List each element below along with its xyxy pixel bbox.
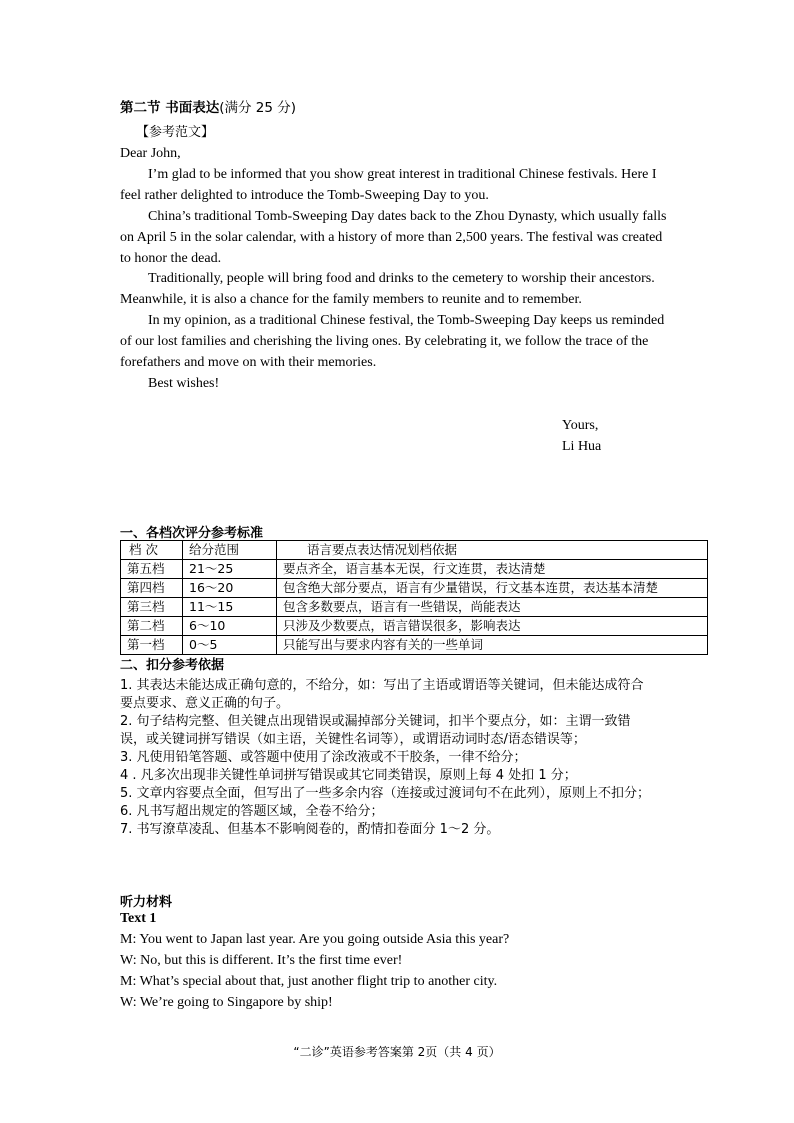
deduction-line: 误，或关键词拼写错误（如主语，关键性名词等），或谓语动词时态/语态错误等； [120, 732, 586, 747]
rubric-cell: 第五档 [121, 560, 183, 579]
rubric-cell: 6～10 [183, 617, 277, 636]
deduction-line: 7. 书写潦草凌乱、但基本不影响阅卷的，酌情扣卷面分 1～2 分。 [120, 822, 500, 837]
rubric-row [121, 636, 708, 655]
listening-line: M: What’s special about that, just another flight trip to another city. [120, 974, 498, 989]
rubric-row [121, 598, 708, 617]
rubric-cell: 第一档 [121, 636, 183, 655]
deduction-line: 6. 凡书写超出规定的答题区域，全卷不给分； [120, 804, 384, 819]
deduction-line: 1. 其表达未能达成正确句意的，不给分，如：写出了主语或谓语等关键词，但未能达成符合 [120, 678, 644, 693]
deduction-line: 5. 文章内容要点全面，但写出了一些多余内容（连接或过渡词句不在此列），原则上不扣分； [120, 786, 651, 801]
rubric-header-cell: 档 次 [121, 541, 183, 560]
rubric-cell: 包含多数要点，语言有一些错误，尚能表达 [277, 598, 708, 617]
letter-line: Meanwhile, it is also a chance for the family members to reunite and to remember. [120, 292, 582, 307]
rubric-cell: 16～20 [183, 579, 277, 598]
rubric-cell: 只能写出与要求内容有关的一些单词 [277, 636, 708, 655]
listening-line: M: You went to Japan last year. Are you going outside Asia this year? [120, 932, 510, 947]
rubric-cell: 只涉及少数要点，语言错误很多，影响表达 [277, 617, 708, 636]
deduction-line: 2. 句子结构完整、但关键点出现错误或漏掉部分关键词，扣半个要点分，如：主谓一致错 [120, 714, 631, 729]
rubric-cell: 21～25 [183, 560, 277, 579]
deduction-line: 3. 凡使用铅笔答题、或答题中使用了涂改液或不干胶条，一律不给分； [120, 750, 527, 765]
listening-title: 听力材料 [120, 895, 173, 910]
page-footer: “二诊”英语参考答案第 2页（共 4 页） [293, 1045, 501, 1059]
rubric-table [120, 540, 708, 655]
rubric-cell: 第三档 [121, 598, 183, 617]
letter-line: forefathers and move on with their memories. [120, 355, 377, 370]
sample-heading: 【参考范文】 [136, 125, 215, 140]
letter-salutation: Dear John, [120, 146, 181, 161]
letter-line: on April 5 in the solar calendar, with a history of more than 2,500 years. The festival was created [120, 230, 663, 245]
rubric-cell: 第二档 [121, 617, 183, 636]
letter-line: China’s traditional Tomb-Sweeping Day dates back to the Zhou Dynasty, which usually falls [148, 209, 667, 224]
rubric-cell: 11～15 [183, 598, 277, 617]
deduction-line: 要点要求、意义正确的句子。 [120, 696, 290, 711]
listening-line: W: No, but this is different. It’s the first time ever! [120, 953, 403, 968]
rubric-row [121, 617, 708, 636]
rubric-row [121, 579, 708, 598]
letter-signature: Li Hua [562, 439, 602, 454]
rubric-title: 一、各档次评分参考标准 [120, 526, 264, 541]
letter-closing: Yours, [562, 418, 599, 433]
letter-line: Best wishes! [148, 376, 220, 391]
section-title [120, 96, 296, 116]
rubric-row [121, 560, 708, 579]
rubric-cell: 要点齐全，语言基本无误，行文连贯，表达清楚 [277, 560, 708, 579]
rubric-header-cell: 给分范围 [183, 541, 277, 560]
deductions-title: 二、扣分参考依据 [120, 658, 225, 673]
letter-line: to honor the dead. [120, 251, 222, 266]
deduction-line: 4 . 凡多次出现非关键性单词拼写错误或其它同类错误，原则上每 4 处扣 1 分； [120, 768, 577, 783]
letter-line: I’m glad to be informed that you show great interest in traditional Chinese festivals. Here I [148, 167, 657, 182]
section-score: (满分 25 分) [219, 100, 296, 116]
letter-line: In my opinion, as a traditional Chinese festival, the Tomb-Sweeping Day keeps us reminded [148, 313, 665, 328]
listening-text-label: Text 1 [120, 911, 157, 926]
rubric-cell: 第四档 [121, 579, 183, 598]
rubric-cell: 0～5 [183, 636, 277, 655]
rubric-header-cell: 语言要点表达情况划档依据 [277, 541, 708, 560]
letter-line: feel rather delighted to introduce the Tomb-Sweeping Day to you. [120, 188, 489, 203]
listening-line: W: We’re going to Singapore by ship! [120, 995, 333, 1010]
rubric-cell: 包含绝大部分要点，语言有少量错误，行文基本连贯，表达基本清楚 [277, 579, 708, 598]
letter-line: Traditionally, people will bring food and drinks to the cemetery to worship their ancestors. [148, 271, 655, 286]
rubric-header-row [121, 541, 708, 560]
section-title-text: 第二节 书面表达 [120, 100, 220, 116]
letter-line: of our lost families and cherishing the living ones. By celebrating it, we follow the trace of the [120, 334, 649, 349]
